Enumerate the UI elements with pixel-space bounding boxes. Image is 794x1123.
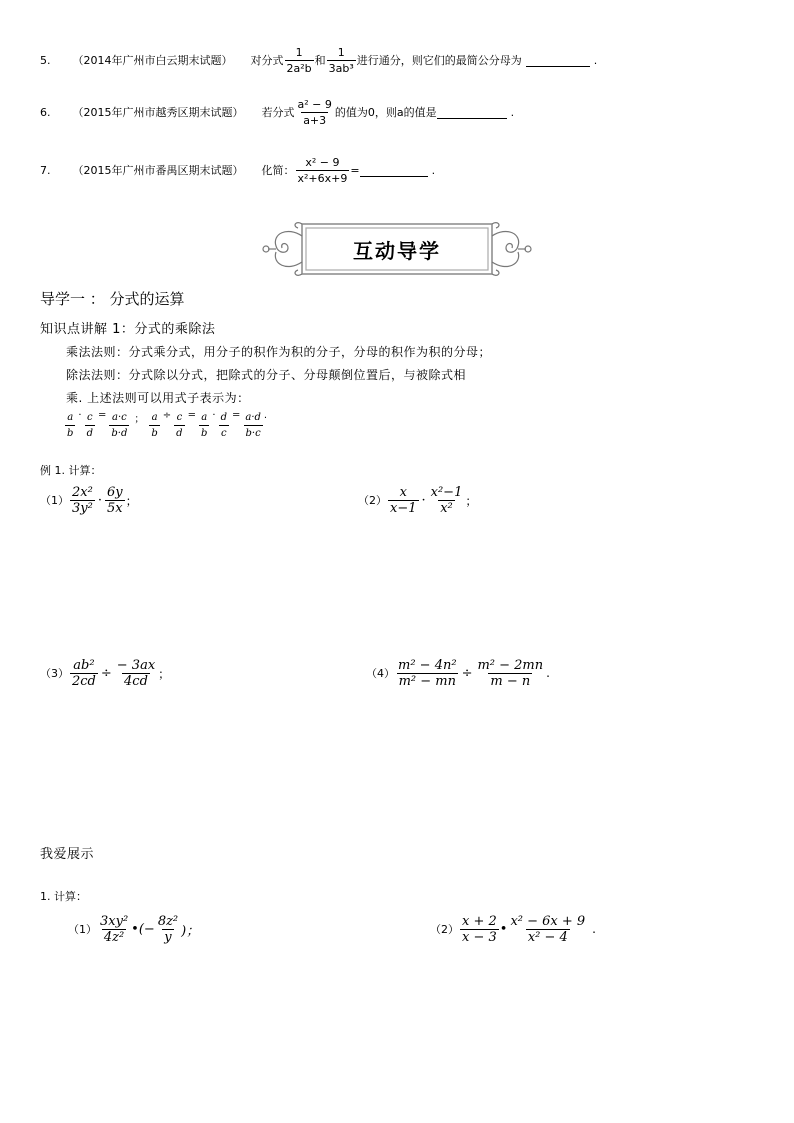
question-text: 进行通分，则它们的最简公分母为	[356, 54, 522, 67]
rule-division: 除法法则：分式除以分式，把除式的分子、分母颠倒位置后，与被除式相	[66, 368, 467, 382]
question-text: 若分式	[261, 106, 295, 119]
example-1-part-3: （3） $\frac{\text{ab²}}{2cd}$ ÷ $\frac{- 3ax}{4cd}$ ；	[40, 657, 171, 689]
fraction-2: $\frac{1}{\text{3ab³}}$	[328, 45, 354, 75]
question-number: 5.	[40, 53, 51, 67]
question-source: （2015年广州市番禺区期末试题）	[72, 164, 244, 177]
equals-sign: =	[350, 163, 360, 177]
answer-blank[interactable]	[360, 164, 428, 177]
question-7	[40, 150, 435, 190]
question-number: 7.	[40, 163, 51, 177]
question-5	[40, 40, 597, 80]
example-1-part-4: （4） $\frac{\text{m² − 4n²}}{\text{m² − mn}}$ ÷ $\frac{\text{m² − 2mn}}{m - n}$ .	[366, 657, 550, 689]
rule-formula: $\frac{a}{b}$ · $\frac{c}{d}$ = $\frac{a\cdot c}{b\cdot d}$ ； $\frac{a}{b}$ ÷ $\frac{c}{d}$ = $\frac{a}{b}$ · $\frac{d}{c}$ = $\frac{a\cdot d}{b\cdot c}$ .	[67, 410, 268, 439]
section-banner	[262, 216, 532, 282]
fraction: $\frac{\text{x² − 9}}{\text{x²+6x+9}}$	[297, 155, 348, 185]
question-source: （2015年广州市越秀区期末试题）	[72, 106, 244, 119]
period: .	[593, 53, 598, 67]
rule-multiplication: 乘法法则：分式乘分式，用分子的积作为积的分子，分母的积作为积的分母；	[66, 345, 492, 359]
part-label: （4）	[366, 667, 395, 680]
show-title: 我爱展示	[40, 847, 95, 862]
example-title: 例 1. 计算：	[40, 464, 102, 477]
part-label: （3）	[40, 667, 69, 680]
part-label: （2）	[430, 923, 459, 936]
part-label: （1）	[40, 494, 69, 507]
question-text: 的值为0，则a的值是	[334, 106, 437, 119]
answer-blank[interactable]	[437, 106, 507, 119]
fraction-1: $\frac{1}{\text{2a²b}}$	[286, 45, 312, 75]
part-label: （1）	[68, 923, 97, 936]
exercise-part-1: （1） $\frac{\text{3xy²}}{\text{4z²}}$ •(− $\frac{\text{8z²}}{y}$ )；	[68, 913, 200, 945]
part-label: （2）	[358, 494, 387, 507]
question-text: 和	[314, 54, 326, 67]
answer-blank[interactable]	[526, 54, 590, 67]
period: .	[431, 163, 436, 177]
section-title: 导学一 ： 分式的运算	[40, 290, 185, 308]
question-text: 化简：	[261, 164, 295, 177]
knowledge-title: 知识点讲解 1：分式的乘除法	[40, 322, 216, 337]
question-text: 对分式	[250, 54, 284, 67]
question-6	[40, 92, 514, 132]
exercise-part-2: （2） $\frac{x + 2}{x - 3}$ • $\frac{\text{x² − 6x + 9}}{\text{x² − 4}}$ .	[430, 913, 596, 945]
example-1-part-2: （2） $\frac{x}{x-1}$ · $\frac{\text{x²−1}}{\text{x²}}$ ；	[358, 484, 478, 516]
question-source: （2014年广州市白云期末试题）	[72, 54, 233, 67]
question-number: 6.	[40, 105, 51, 119]
banner-title: 互动导学	[353, 238, 441, 263]
period: .	[510, 105, 515, 119]
fraction: $\frac{\text{a² − 9}}{a+3}$	[297, 97, 332, 127]
rule-division-cont: 乘. 上述法则可以用式子表示为：	[66, 391, 250, 405]
exercise-title: 1. 计算：	[40, 890, 87, 903]
example-1-part-1: （1） $\frac{\text{2x²}}{\text{3y²}}$ · $\frac{6y}{5x}$ ；	[40, 484, 138, 516]
